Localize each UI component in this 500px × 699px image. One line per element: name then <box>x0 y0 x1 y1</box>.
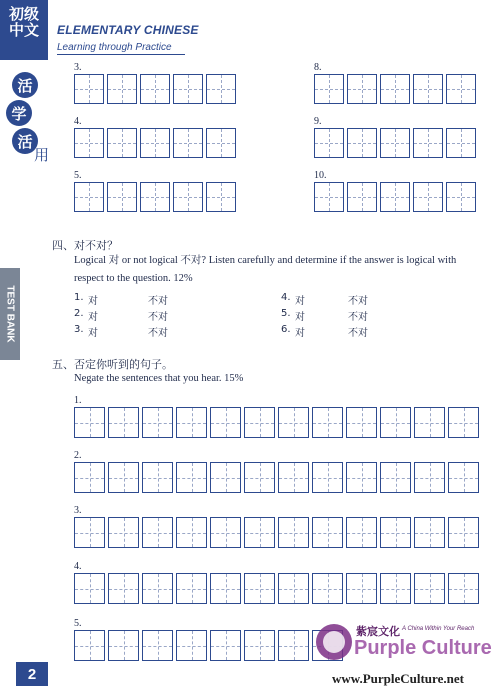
choice-not-logical[interactable]: 不对 <box>348 312 368 323</box>
item-number: 5. <box>281 308 291 319</box>
writing-cell[interactable] <box>210 407 241 438</box>
writing-cell[interactable] <box>312 462 343 493</box>
writing-cell[interactable] <box>142 630 173 661</box>
writing-cell[interactable] <box>244 630 275 661</box>
grid-label: 10. <box>314 170 327 181</box>
watermark-chinese-name: 紫宸文化 <box>356 625 400 638</box>
sentence-grid <box>74 517 482 548</box>
item-number: 3. <box>74 324 84 335</box>
writing-cell[interactable] <box>210 573 241 604</box>
page-number: 2 <box>16 662 48 686</box>
grid-label: 3. <box>74 505 82 516</box>
writing-cell[interactable] <box>414 407 445 438</box>
writing-cell[interactable] <box>278 462 309 493</box>
writing-cell[interactable] <box>142 462 173 493</box>
choice-logical[interactable]: 对 <box>295 328 305 339</box>
grid-label: 8. <box>314 62 322 73</box>
instructions-line: Negate the sentences that you hear. 15% <box>74 373 244 384</box>
writing-cell[interactable] <box>380 128 410 158</box>
choice-not-logical[interactable]: 不对 <box>148 328 168 339</box>
grid-label: 4. <box>74 561 82 572</box>
item-number: 1. <box>74 292 84 303</box>
writing-cell[interactable] <box>140 182 170 212</box>
writing-cell[interactable] <box>142 517 173 548</box>
writing-cell[interactable] <box>446 128 476 158</box>
choice-logical[interactable]: 对 <box>295 296 305 307</box>
writing-cell[interactable] <box>107 182 137 212</box>
grid-label: 3. <box>74 62 82 73</box>
writing-cell[interactable] <box>380 462 411 493</box>
writing-cell[interactable] <box>414 573 445 604</box>
brand-circle-char: 活 <box>12 128 38 154</box>
brand-title-box: 初级中文 <box>0 0 48 60</box>
writing-cell[interactable] <box>176 462 207 493</box>
writing-cell[interactable] <box>346 573 377 604</box>
writing-cell[interactable] <box>74 630 105 661</box>
series-subtitle: Learning through Practice <box>57 42 172 53</box>
sentence-grid <box>74 462 482 493</box>
writing-cell[interactable] <box>244 462 275 493</box>
writing-cell[interactable] <box>312 573 343 604</box>
writing-cell[interactable] <box>142 407 173 438</box>
writing-cell[interactable] <box>448 517 479 548</box>
writing-cell[interactable] <box>380 517 411 548</box>
writing-cell[interactable] <box>210 630 241 661</box>
grid-label: 2. <box>74 450 82 461</box>
choice-logical[interactable]: 对 <box>295 312 305 323</box>
writing-cell[interactable] <box>448 407 479 438</box>
writing-cell[interactable] <box>380 407 411 438</box>
writing-cell[interactable] <box>173 128 203 158</box>
series-title: ELEMENTARY CHINESE <box>57 23 199 37</box>
writing-cell[interactable] <box>142 573 173 604</box>
writing-cell[interactable] <box>108 630 139 661</box>
writing-cell[interactable] <box>173 74 203 104</box>
writing-cell[interactable] <box>140 74 170 104</box>
writing-cell[interactable] <box>206 74 236 104</box>
writing-cell[interactable] <box>380 74 410 104</box>
item-number: 2. <box>74 308 84 319</box>
writing-cell[interactable] <box>140 128 170 158</box>
choice-not-logical[interactable]: 不对 <box>348 328 368 339</box>
answer-grid <box>74 128 239 158</box>
writing-cell[interactable] <box>108 517 139 548</box>
writing-cell[interactable] <box>347 128 377 158</box>
grid-label: 9. <box>314 116 322 127</box>
writing-cell[interactable] <box>380 573 411 604</box>
writing-cell[interactable] <box>210 517 241 548</box>
grid-label: 4. <box>74 116 82 127</box>
sentence-grid <box>74 630 346 661</box>
writing-cell[interactable] <box>314 74 344 104</box>
answer-grid <box>314 182 479 212</box>
writing-cell[interactable] <box>448 462 479 493</box>
writing-cell[interactable] <box>446 74 476 104</box>
writing-cell[interactable] <box>346 517 377 548</box>
writing-cell[interactable] <box>347 182 377 212</box>
writing-cell[interactable] <box>413 182 443 212</box>
header-rule <box>57 54 185 55</box>
writing-cell[interactable] <box>210 462 241 493</box>
writing-cell[interactable] <box>176 517 207 548</box>
writing-cell[interactable] <box>312 517 343 548</box>
choice-not-logical[interactable]: 不对 <box>148 312 168 323</box>
grid-label: 1. <box>74 395 82 406</box>
writing-cell[interactable] <box>107 74 137 104</box>
writing-cell[interactable] <box>74 74 104 104</box>
writing-cell[interactable] <box>74 517 105 548</box>
writing-cell[interactable] <box>314 128 344 158</box>
writing-cell[interactable] <box>74 128 104 158</box>
writing-cell[interactable] <box>107 128 137 158</box>
brand-circle-char: 活 <box>12 72 38 98</box>
writing-cell[interactable] <box>244 573 275 604</box>
sentence-grid <box>74 407 482 438</box>
grid-label: 5. <box>74 170 82 181</box>
writing-cell[interactable] <box>244 407 275 438</box>
choice-not-logical[interactable]: 不对 <box>348 296 368 307</box>
grid-label: 5. <box>74 618 82 629</box>
writing-cell[interactable] <box>278 573 309 604</box>
answer-grid <box>74 74 239 104</box>
section-heading: 五、否定你听到的句子。 <box>52 358 173 371</box>
item-number: 6. <box>281 324 291 335</box>
watermark-logo-inner <box>323 631 345 653</box>
writing-cell[interactable] <box>278 407 309 438</box>
writing-cell[interactable] <box>312 407 343 438</box>
writing-cell[interactable] <box>314 182 344 212</box>
writing-cell[interactable] <box>173 182 203 212</box>
choice-logical[interactable]: 对 <box>88 296 98 307</box>
writing-cell[interactable] <box>413 128 443 158</box>
writing-cell[interactable] <box>74 573 105 604</box>
writing-cell[interactable] <box>278 517 309 548</box>
writing-cell[interactable] <box>108 407 139 438</box>
instructions-line: respect to the question. 12% <box>74 273 193 284</box>
watermark-brand: Purple Culture <box>354 637 492 659</box>
writing-cell[interactable] <box>176 407 207 438</box>
writing-cell[interactable] <box>346 407 377 438</box>
writing-cell[interactable] <box>74 182 104 212</box>
choice-not-logical[interactable]: 不对 <box>148 296 168 307</box>
writing-cell[interactable] <box>74 407 105 438</box>
writing-cell[interactable] <box>176 573 207 604</box>
answer-grid <box>74 182 239 212</box>
writing-cell[interactable] <box>74 462 105 493</box>
answer-grid <box>314 128 479 158</box>
watermark-url[interactable]: www.PurpleCulture.net <box>332 671 464 686</box>
writing-cell[interactable] <box>414 462 445 493</box>
choice-logical[interactable]: 对 <box>88 328 98 339</box>
instructions-line: Logical 对 or not logical 不对? Listen carefully and determine if the answer is logical with <box>74 255 457 266</box>
choice-logical[interactable]: 对 <box>88 312 98 323</box>
writing-cell[interactable] <box>108 573 139 604</box>
watermark-tagline: A China Within Your Reach <box>402 626 475 632</box>
item-number: 4. <box>281 292 291 303</box>
writing-cell[interactable] <box>413 74 443 104</box>
writing-cell[interactable] <box>346 462 377 493</box>
brand-plain-char: 用 <box>34 146 50 164</box>
brand-strip <box>0 0 52 164</box>
writing-cell[interactable] <box>448 573 479 604</box>
writing-cell[interactable] <box>414 517 445 548</box>
writing-cell[interactable] <box>244 517 275 548</box>
brand-circle-char: 学 <box>6 100 32 126</box>
writing-cell[interactable] <box>206 128 236 158</box>
side-tab-label: TEST BANK <box>4 285 16 343</box>
writing-cell[interactable] <box>206 182 236 212</box>
writing-cell[interactable] <box>176 630 207 661</box>
writing-cell[interactable] <box>108 462 139 493</box>
writing-cell[interactable] <box>278 630 309 661</box>
writing-cell[interactable] <box>347 74 377 104</box>
sentence-grid <box>74 573 482 604</box>
writing-cell[interactable] <box>446 182 476 212</box>
section-heading: 四、对不对？ <box>52 239 118 252</box>
answer-grid <box>314 74 479 104</box>
writing-cell[interactable] <box>380 182 410 212</box>
